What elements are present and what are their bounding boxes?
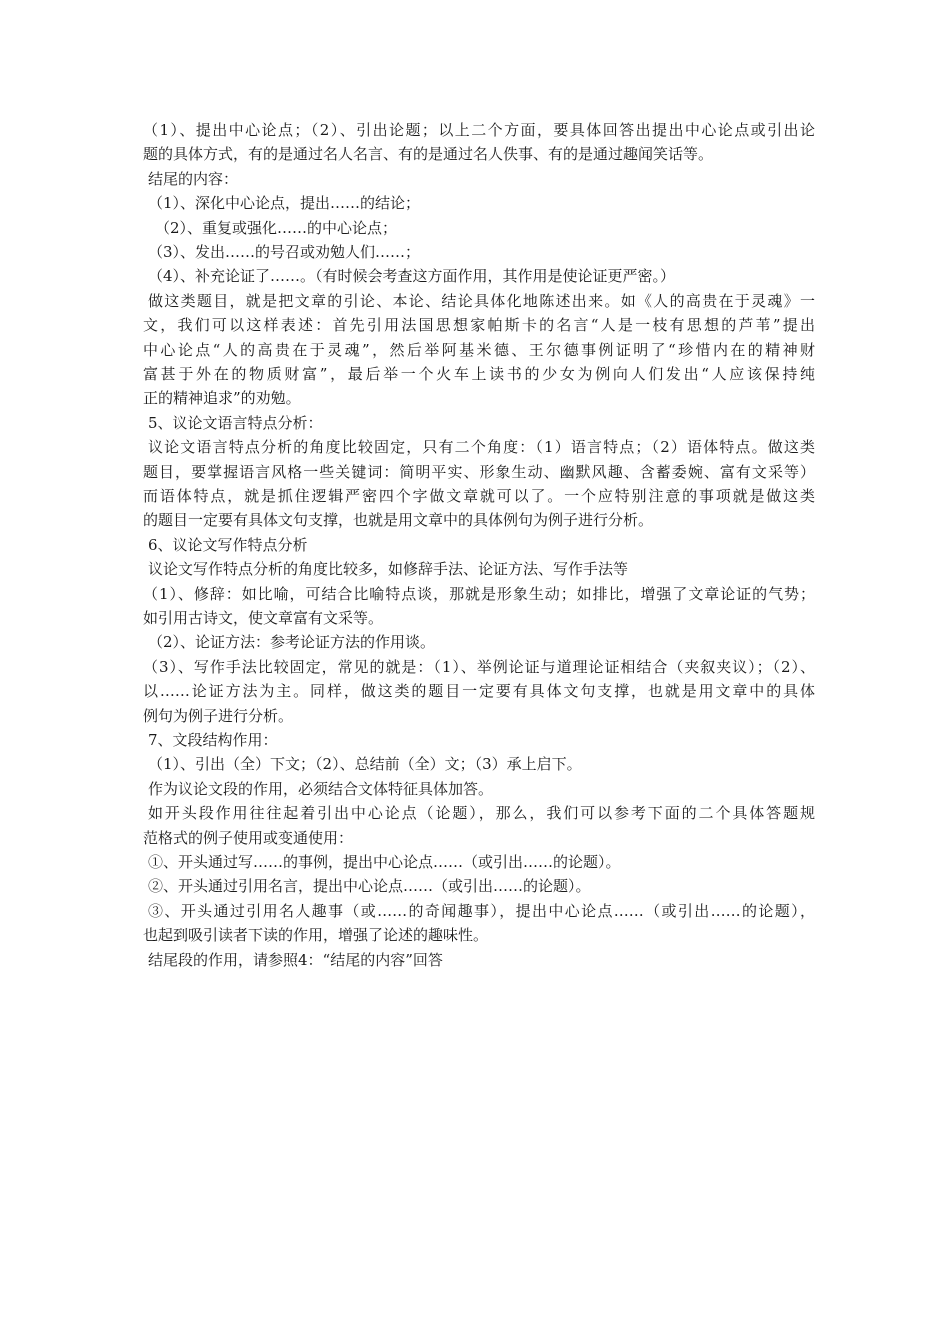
text-line: 而语体特点，就是抓住逻辑严密四个字做文章就可以了。一个应特别注意的事项就是做这类 [143, 486, 815, 505]
text-line: 以……论证方法为主。同样，做这类的题目一定要有具体文句支撑，也就是用文章中的具体 [143, 682, 815, 701]
text-line: （4）、补充论证了……。（有时候会考查这方面作用，其作用是使论证更严密。） [148, 267, 676, 286]
text-line: （3）、发出……的号召或劝勉人们……； [148, 243, 421, 262]
document-body [143, 118, 815, 972]
text-line: 中心论点“人的高贵在于灵魂”，然后举阿基米德、王尔德事例证明了“珍惜内在的精神财 [143, 340, 815, 359]
text-line: （1）、深化中心论点，提出……的结论； [148, 194, 421, 213]
text-line: 富甚于外在的物质财富”，最后举一个火车上读书的少女为例向人们发出“人应该保持纯 [143, 365, 815, 383]
text-line: 文，我们可以这样表述：首先引用法国思想家帕斯卡的名言“人是一枝有思想的芦苇”提出 [143, 316, 815, 335]
text-line: 议论文写作特点分析的角度比较多，如修辞手法、论证方法、写作手法等 [148, 560, 629, 579]
text-line: （3）、写作手法比较固定，常见的就是：（1）、举例论证与道理论证相结合（夹叙夹议）；（2）、 [143, 657, 815, 676]
text-line: 结尾的内容： [148, 169, 239, 188]
text-line: 5、议论文语言特点分析： [148, 413, 323, 432]
text-line: 题的具体方式，有的是通过名人名言、有的是通过名人佚事、有的是通过趣闻笑话等。 [143, 145, 714, 164]
text-line: 例句为例子进行分析。 [143, 706, 294, 725]
text-line: 范格式的例子使用或变通使用： [143, 828, 354, 847]
text-line: 题目，要掌握语言风格一些关键词：简明平实、形象生动、幽默风趣、含蓄委婉、富有文采等） [143, 462, 815, 481]
text-line: 如开头段作用往往起着引出中心论点（论题），那么，我们可以参考下面的二个具体答题规 [148, 804, 815, 823]
text-line: 的题目一定要有具体文句支撑，也就是用文章中的具体例句为例子进行分析。 [143, 511, 654, 530]
text-line: （1）、修辞：如比喻，可结合比喻特点谈，那就是形象生动；如排比，增强了文章论证的气势； [143, 584, 815, 603]
text-line: 正的精神追求”的劝勉。 [143, 389, 301, 408]
text-line: （2）、论证方法：参考论证方法的作用谈。 [148, 633, 436, 652]
text-line: （1）、引出（全）下文；（2）、总结前（全）文；（3）承上启下。 [148, 755, 582, 774]
text-line: （2）、重复或强化……的中心论点； [155, 218, 398, 237]
text-line: ②、开头通过引用名言，提出中心论点……（或引出……的论题）。 [148, 877, 591, 896]
text-line: 6、议论文写作特点分析 [148, 535, 308, 554]
text-line: 7、文段结构作用： [148, 730, 278, 749]
text-line: 做这类题目，就是把文章的引论、本论、结论具体化地陈述出来。如《人的高贵在于灵魂》一 [148, 291, 815, 310]
text-line: ①、开头通过写……的事例，提出中心论点……（或引出……的论题）。 [148, 853, 621, 871]
text-line: 如引用古诗文，使文章富有文采等。 [143, 608, 384, 627]
text-line: 议论文语言特点分析的角度比较固定，只有二个角度：（1）语言特点；（2）语体特点。做这类 [148, 438, 815, 457]
text-line: 结尾段的作用，请参照4：“结尾的内容”回答 [148, 950, 443, 969]
text-line: ③、开头通过引用名人趣事（或……的奇闻趣事），提出中心论点……（或引出……的论题）， [148, 901, 815, 920]
text-line: （1）、提出中心论点；（2）、引出论题；以上二个方面，要具体回答出提出中心论点或引出论 [143, 121, 815, 139]
text-line: 作为议论文段的作用，必须结合文体特征具体加答。 [148, 779, 494, 798]
text-line: 也起到吸引读者下读的作用，增强了论述的趣味性。 [143, 926, 489, 945]
